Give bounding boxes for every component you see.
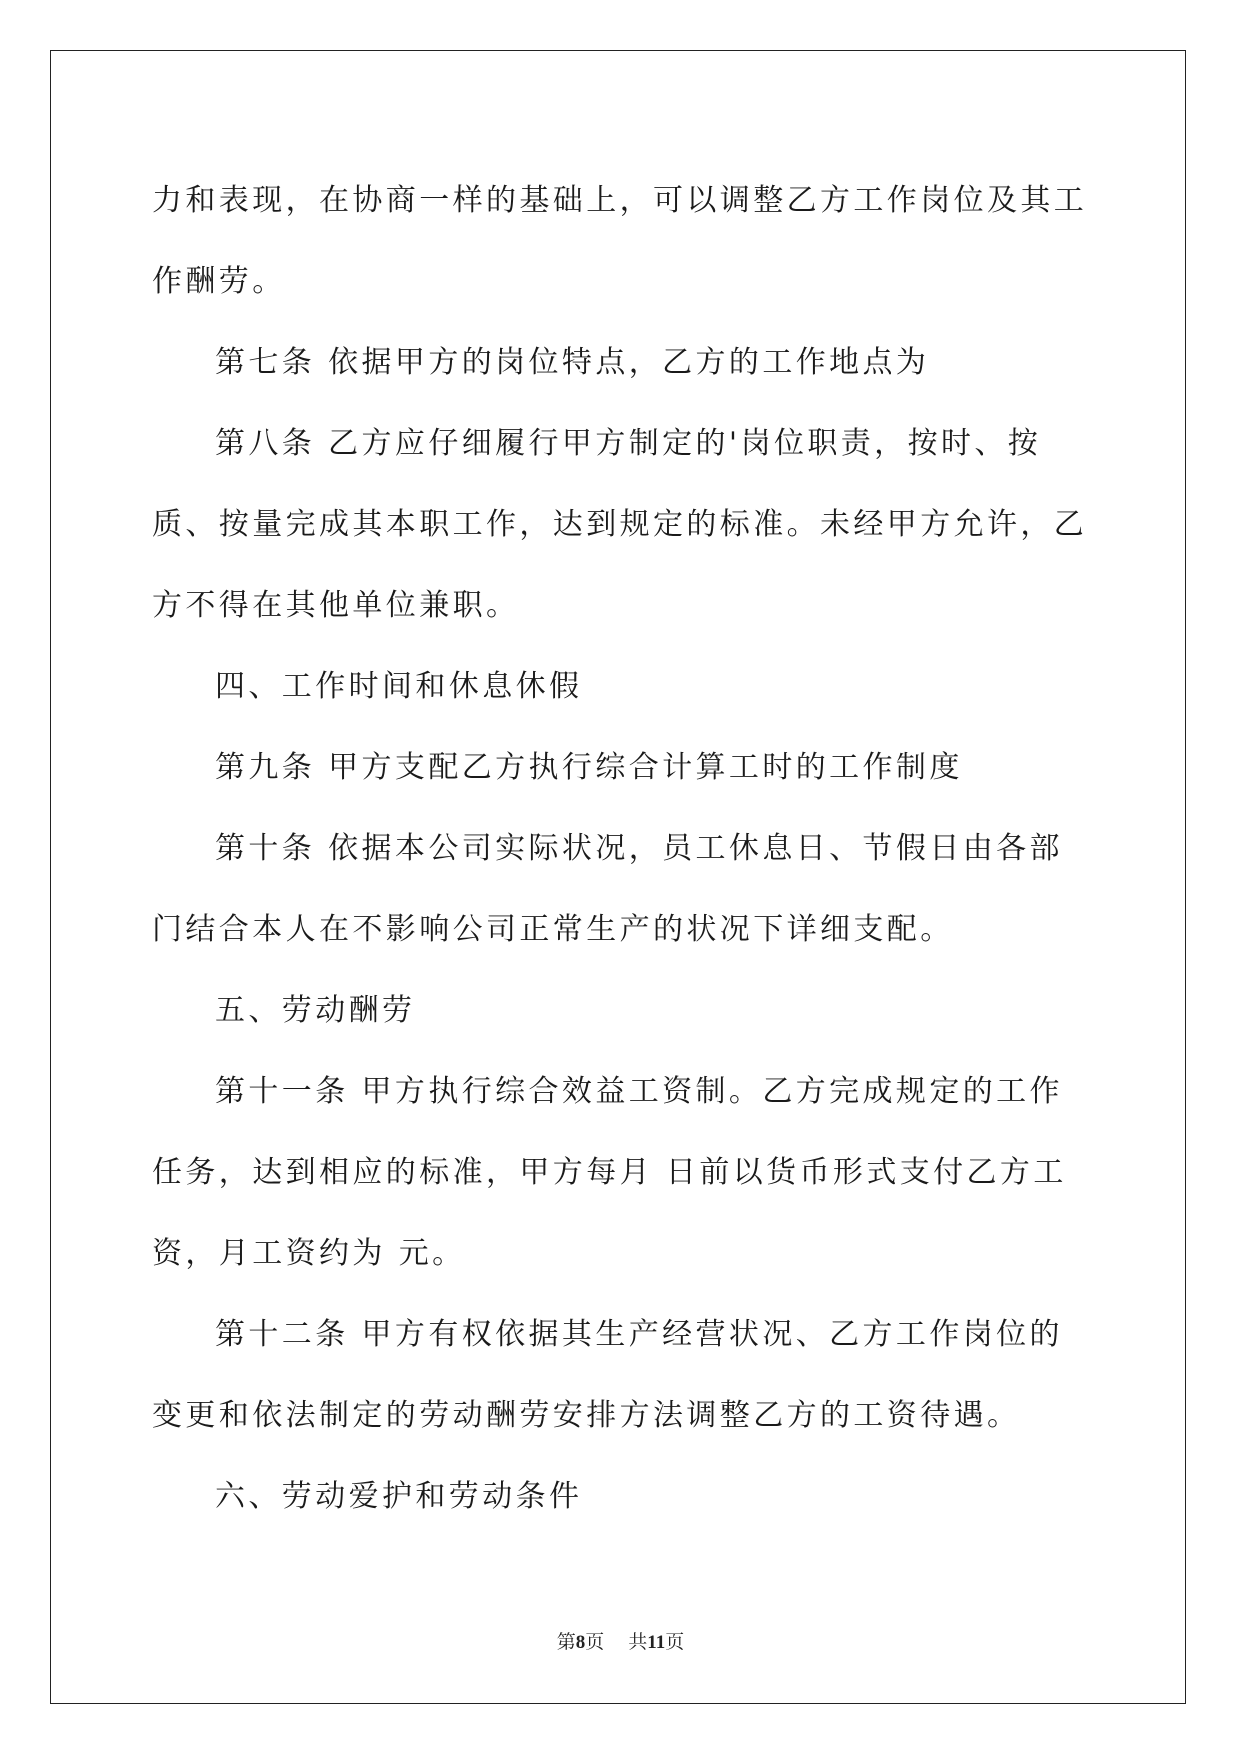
total-pages-number: 11: [647, 1632, 666, 1653]
section-heading: 四、工作时间和休息休假: [215, 669, 583, 704]
footer-total-suffix: 页: [665, 1632, 685, 1653]
section-heading: 六、劳动爱护和劳动条件: [215, 1479, 583, 1514]
section-heading: 五、劳动酬劳: [215, 993, 416, 1028]
current-page-number: 8: [575, 1632, 586, 1653]
paragraph: 第十一条 甲方执行综合效益工资制。乙方完成规定的工作任务，达到相应的标准，甲方每月 日前以货币形式支付乙方工资，月工资约为 元。: [152, 1074, 1067, 1271]
paragraph: 第十条 依据本公司实际状况，员工休息日、节假日由各部门结合本人在不影响公司正常生产的状况下详细支配。: [152, 831, 1063, 947]
page-footer: [0, 1627, 1241, 1654]
paragraph: 力和表现，在协商一样的基础上，可以调整乙方工作岗位及其工作酬劳。: [152, 183, 1088, 299]
paragraph: 第八条 乙方应仔细履行甲方制定的'岗位职责，按时、按质、按量完成其本职工作，达到规定的标准。未经甲方允许，乙方不得在其他单位兼职。: [152, 426, 1088, 623]
document-body: [152, 160, 1092, 1537]
footer-total-prefix: 共: [628, 1632, 648, 1653]
paragraph: 第七条 依据甲方的岗位特点，乙方的工作地点为: [215, 345, 930, 380]
footer-prefix: 第: [556, 1632, 576, 1653]
paragraph: 第九条 甲方支配乙方执行综合计算工时的工作制度: [215, 750, 963, 785]
paragraph: 第十二条 甲方有权依据其生产经营状况、乙方工作岗位的变更和依法制定的劳动酬劳安排方法调整乙方的工资待遇。: [152, 1317, 1063, 1433]
footer-page-word: 页: [585, 1632, 605, 1653]
